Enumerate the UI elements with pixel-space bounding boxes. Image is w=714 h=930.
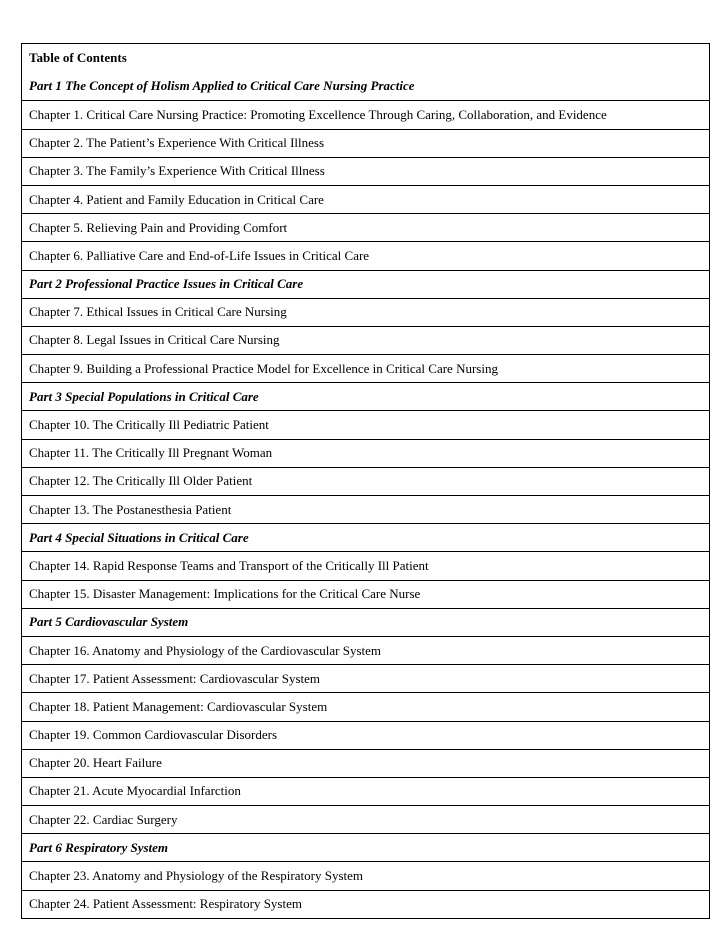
part-heading: Part 1 The Concept of Holism Applied to Critical Care Nursing Practice [29, 78, 415, 94]
part-heading: Part 6 Respiratory System [22, 833, 709, 861]
chapter-entry: Chapter 23. Anatomy and Physiology of the Respiratory System [22, 861, 709, 889]
chapter-entry: Chapter 14. Rapid Response Teams and Transport of the Critically Ill Patient [22, 551, 709, 579]
part-heading: Part 2 Professional Practice Issues in Critical Care [22, 270, 709, 298]
chapter-entry: Chapter 10. The Critically Ill Pediatric Patient [22, 410, 709, 438]
chapter-entry: Chapter 20. Heart Failure [22, 749, 709, 777]
chapter-entry: Chapter 24. Patient Assessment: Respiratory System [22, 890, 709, 918]
chapter-entry: Chapter 7. Ethical Issues in Critical Care Nursing [22, 298, 709, 326]
chapter-entry: Chapter 15. Disaster Management: Implications for the Critical Care Nurse [22, 580, 709, 608]
chapter-entry: Chapter 4. Patient and Family Education in Critical Care [22, 185, 709, 213]
chapter-entry: Chapter 6. Palliative Care and End-of-Life Issues in Critical Care [22, 241, 709, 269]
chapter-entry: Chapter 22. Cardiac Surgery [22, 805, 709, 833]
chapter-entry: Chapter 3. The Family’s Experience With Critical Illness [22, 157, 709, 185]
chapter-entry: Chapter 18. Patient Management: Cardiovascular System [22, 692, 709, 720]
part-heading: Part 5 Cardiovascular System [22, 608, 709, 636]
chapter-entry: Chapter 9. Building a Professional Practice Model for Excellence in Critical Care Nursing [22, 354, 709, 382]
chapter-entry: Chapter 2. The Patient’s Experience With Critical Illness [22, 129, 709, 157]
chapter-entry: Chapter 1. Critical Care Nursing Practice: Promoting Excellence Through Caring, Collaboration, and Evidence [22, 100, 709, 128]
chapter-entry: Chapter 12. The Critically Ill Older Patient [22, 467, 709, 495]
chapter-entry: Chapter 19. Common Cardiovascular Disorders [22, 721, 709, 749]
chapter-entry: Chapter 16. Anatomy and Physiology of the Cardiovascular System [22, 636, 709, 664]
chapter-entry: Chapter 8. Legal Issues in Critical Care Nursing [22, 326, 709, 354]
chapter-entry: Chapter 17. Patient Assessment: Cardiovascular System [22, 664, 709, 692]
part-heading: Part 3 Special Populations in Critical Care [22, 382, 709, 410]
chapter-entry: Chapter 5. Relieving Pain and Providing Comfort [22, 213, 709, 241]
part-heading: Part 4 Special Situations in Critical Care [22, 523, 709, 551]
table-of-contents [21, 43, 710, 919]
toc-title: Table of Contents [29, 50, 127, 66]
chapter-entry: Chapter 11. The Critically Ill Pregnant Woman [22, 439, 709, 467]
chapter-entry: Chapter 13. The Postanesthesia Patient [22, 495, 709, 523]
chapter-entry: Chapter 21. Acute Myocardial Infarction [22, 777, 709, 805]
